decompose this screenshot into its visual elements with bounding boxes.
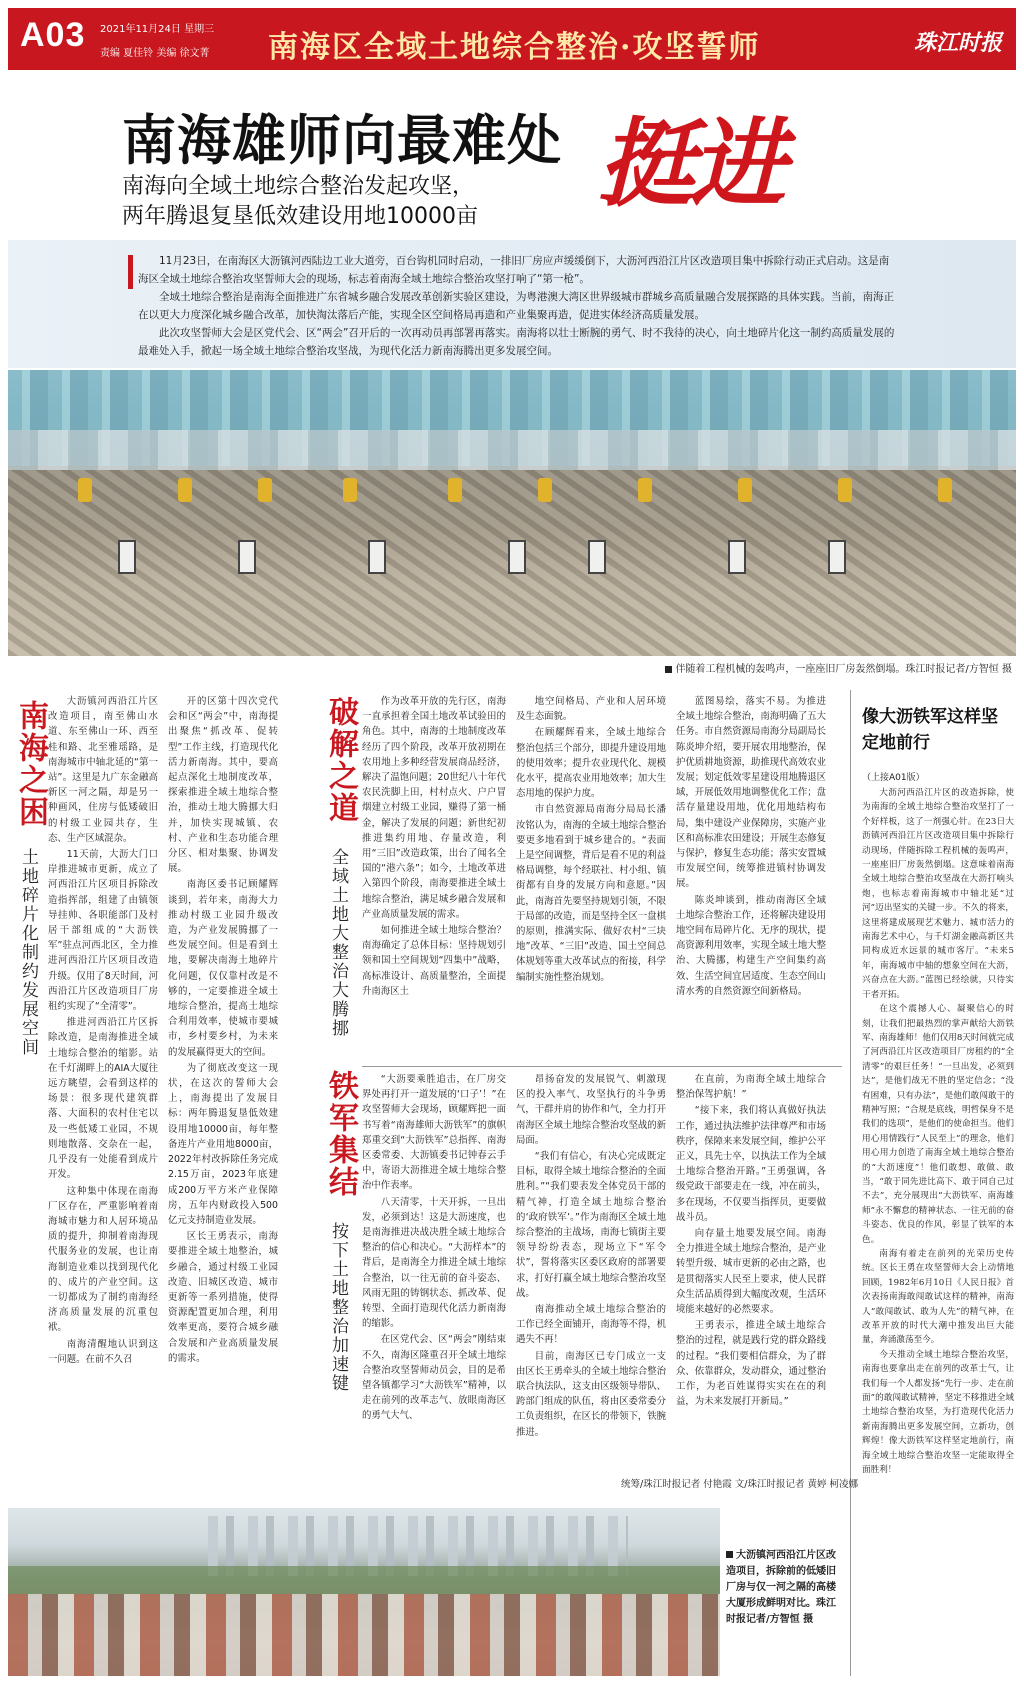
paragraph: 区长王勇表示，南海要推进全域土地整治，城乡融合，通过村级工业园改造、旧城区改造、城市更新等一系列措施，使得资源配置更加合理，利用效率更高，要符合城乡融合发展和产业高质量发展的需求。 — [168, 1231, 278, 1364]
column-3 — [362, 694, 506, 1064]
paragraph: 大沥镇河西沿江片区改造项目，南至佛山水道、东至佛山一环、西至桂和路、北至雅瑶路，是南海城市中轴北延的“第一站”。这里是九广东金融高新区一河之隔，却是另一种画风，住房与低矮破旧的村级工业园共存，生态、生产区域混杂。 — [48, 696, 158, 844]
section-subtitle-2: 全域土地大整治大腾挪 — [328, 848, 348, 1038]
lead-paragraph: 此次攻坚誓师大会是区党代会、区“两会”召开后的一次再动员再部署再落实。南海将以壮士断腕的勇气、时不我待的决心，向土地碎片化这一制约高质量发展的最难处入手，掀起一场全域土地综合整治攻坚战，为现代化活力新南海腾出更多发展空间。 — [138, 327, 895, 357]
paragraph: “接下来，我们将认真做好执法工作，通过执法维护法律尊严和市场秩序，保障来来发展空间，维护公平正义，具先士卒，以执法工作为全域土地综合整治开路。”王勇强调，各级党政干部要走在一线，冲在前头，多在现场，不仅要当指挥员，更要做战斗员。 — [676, 1105, 826, 1223]
main-headline: 南海雄师向最难处 — [122, 108, 562, 172]
section-title-1: 南海之困 — [13, 700, 48, 828]
paragraph: 八天清零，十天开拆，一旦出发，必须到达！这是大沥速度，也是南海推进决战决胜全域土地综合整治的信心和决心。“大沥样本”的背后，是南海全力推进全域土地综合整治，以一往无前的奋斗姿态、风雨无阻的铸钢状态、抓改革、促转型、全面打造现代化活力新南海的缩影。 — [362, 1196, 506, 1330]
paragraph: 在直前，为南海全域土地综合整治保驾护航！” — [676, 1074, 826, 1101]
section-title-3: 铁军集结 — [323, 1070, 358, 1198]
section-subtitle-3: 按下土地整治加速键 — [328, 1222, 348, 1393]
paragraph: 南海推动全域土地综合整治的工作已经全面铺开，南海等不得，机遇失不再！ — [516, 1304, 666, 1346]
newspaper-logo: 珠江时报 — [913, 30, 1002, 56]
paragraph: “我们有信心，有决心完成既定目标，取得全域土地综合整治的全面胜利。”“我们要表发全体党员干部的精气神，打造全域土地综合整治的‘政府铁军’。”作为南海区全域土地综合整治的主战场，南海七镇街主要领导纷纷表态，现场立下“军令状”，誓将落实区委区政府的部署要求，打好打赢全域土地综合整治攻坚战。 — [516, 1151, 666, 1299]
bottom-photo-caption: 大沥镇河西沿江片区改造项目，拆除前的低矮旧厂房与仅一河之隔的高楼大厦形成鲜明对比。珠江时报记者/方智恒 摄 — [726, 1548, 842, 1628]
section-divider — [362, 1066, 842, 1067]
section-title-2: 破解之道 — [323, 696, 358, 824]
headline-accent: 挺进 — [598, 107, 782, 220]
truck-shape — [368, 540, 386, 574]
subheadline — [122, 172, 602, 232]
lead-paragraphs — [138, 252, 898, 360]
paragraph: 南海区委书记顾耀辉谈到，若年来，南海大力推动村级工业园升级改造，为产业发展腾挪了一些发展空间。但是看到土地，要解决南海土地碎片化问题，仅仅靠村改是不够的，一定要推进全域土地综合整治，提高土地综合利用效率，使城市要城市，乡村要乡村，为未来的发展赢得更大的空间。 — [168, 879, 278, 1058]
paragraph: 目前，南海区已专门成立一支由区长王勇牵头的全域土地综合整治联合执法队，这支由区级领导带队、跨部门组成的队伍，将由区委常委分工负责组织，在区长的带领下，铁腕推进。 — [516, 1350, 666, 1438]
excavator-shape — [178, 478, 192, 502]
paragraph: “大沥要乘胜追击，在厂房交界处再打开一道发展的‘口子’！”在攻坚誓师大会现场，顾耀辉把一面书写着“南海雄师大沥铁军”的旗帜郑重交到“大沥铁军”总指挥、南海区委常委、大沥镇委书记钟春云手中，寄语大沥推进全域土地综合整治中作表率。 — [362, 1074, 506, 1192]
commentary-title: 像大沥铁军这样坚定地前行 — [862, 707, 998, 753]
excavator-shape — [738, 478, 752, 502]
paragraph: 南海有着走在前列的光荣历史传统。区长王勇在攻坚誓师大会上动情地回顾，1982年6月10日《人民日报》首次表扬南海敢闯敢试这样的精神，南海人“敢闯敢试、敢为人先”的精气神，在改革开放的时代大潮中推发出巨大能量，奔涌激荡至今。 — [862, 1249, 1014, 1346]
paragraph: 11天前，大沥大门口岸推进城市更新，成立了河西沿江片区项目拆除改造指挥部，组建了由镇领导挂帅、各职能部门及村居干部组成的“大沥铁军”驻点河西北区，全力推进河西沿江片区项目改造升级。仅用了8天时间，河西沿江片区改造项目厂房租约实现了“全清零”。 — [48, 849, 158, 1013]
issue-date: 2021年11月24日 星期三 — [100, 24, 215, 35]
excavator-shape — [938, 478, 952, 502]
excavator-shape — [538, 478, 552, 502]
column-5 — [676, 694, 826, 1064]
column-7 — [516, 1072, 666, 1468]
lead-paragraph: 11月23日，在南海区大沥镇河西陆边工业大道旁，百台钩机同时启动，一排旧厂房应声缓缓倒下，大沥河西沿江片区改造项目集中拆除行动正式启动。这是南海区全域土地综合整治攻坚誓师大会的现场，标志着南海全域土地综合整治攻坚打响了“第一枪”。 — [138, 255, 890, 285]
editors-credit: 责编 夏佳铃 美编 徐文菁 — [100, 48, 210, 59]
truck-shape — [508, 540, 526, 574]
paragraph: 市自然资源局南海分局局长潘汝铭认为，南海的全域土地综合整治要更多地看到于城乡建合的。“表面上是空间调整，背后是看不见的利益格局调整，每个经联社、村小组、镇街都有自身的发展方向和意愿。”因此，南海首先要坚持规划引领，不限于局部的改造，而是坚持全区一盘棋的原则，推满实际、做好农村“三块地”改革、“三旧”改造、国土空间总体规划等重大改革试点的衔接，科学编制实施性整治规划。 — [516, 804, 666, 983]
paragraph: 地空间格局、产业和人居环境及生态面貌。 — [516, 696, 666, 723]
paragraph: 在顾耀辉看来，全域土地综合整治包括三个部分，即提升建设用地的使用效率；提升农业现代化、规模化水平，提高农业用地效率；加大生态用地的保护力度。 — [516, 727, 666, 800]
paragraph: 如何推进全域土地综合整治？南海确定了总体目标：坚持规划引领和国土空间规划“四集中”战略，高标准设计、高质量整治，全面提升南海区土 — [362, 925, 506, 997]
commentary-source: （上接A01版） — [862, 773, 925, 783]
excavator-shape — [258, 478, 272, 502]
column-6 — [362, 1072, 506, 1468]
lead-paragraph: 全域土地综合整治是南海全面推进广东省城乡融合发展改革创新实验区建设，为粤港澳大湾区世界级城市群城乡高质量融合发展探路的具体实践。当前，南海正在以更大力度深化城乡融合改革，加快淘汰落后产能，实现全区空间格局再造和产业集聚再造，促进实体经济高质量发展。 — [138, 291, 894, 321]
byline: 统筹/珠江时报记者 付艳霞 文/珠江时报记者 黄婷 柯凌娜 — [621, 1479, 858, 1490]
truck-shape — [118, 540, 136, 574]
lead-accent-bar — [128, 255, 133, 289]
paragraph: 开的区第十四次党代会和区“两会”中，南海提出聚焦“抓改革、促转型”工作主线，打造现代化活力新南海。其中，要高起点深化土地制度改革，探索推进全域土地综合整治，推动土地大腾挪大归并，加快实现城镇、农村、产业和生态功能合理分区、相对集聚、协调发展。 — [168, 696, 278, 875]
paragraph: 今天推动全域土地综合整治攻坚，南海也要拿出走在前列的改革士气，让我们每一个人都发扬“先行一步、走在前面”的敢闯敢试精神，坚定不移推进全域土地综合整治攻坚，为打造现代化活力新南海腾出更多发展空间，立新功，创辉煌！像大沥铁军这样坚定地前行，南海全域土地综合整治攻坚一定能取得全面胜利！ — [862, 1349, 1014, 1476]
paragraph: 在区党代会、区“两会”刚结束不久，南海区隆重召开全域土地综合整治攻坚誓师动员会，目的是希望各镇都学习“大沥铁军”精神，以走在前列的改革志气、放眼南海区的勇气大气、 — [362, 1334, 506, 1422]
paragraph: 推进河西沿江片区拆除改造，是南海推进全域土地综合整治的缩影。站在千灯湖畔上的AIA大厦往远方眺望，会看到这样的场景：很多现代建筑群落、大面积的农村住宅以及一些低矮工业园，不规则地散落、交杂在一起，几乎没有一处能看到成片开发。 — [48, 1017, 158, 1181]
truck-shape — [828, 540, 846, 574]
paragraph: 向存量土地要发展空间。南海全力推进全域土地综合整治，是产业转型升级、城市更新的必由之路，也是贯彻落实人民至上要求，使人民群众生活品质得到大幅度改观，生活环境能来越好的必然要求。 — [676, 1228, 826, 1316]
excavator-shape — [838, 478, 852, 502]
commentary-body — [862, 786, 1014, 1676]
excavator-shape — [638, 478, 652, 502]
paragraph: 这种集中体现在南海厂区存在，严重影响着南海城市魅力和人居环境品质的提升，抑制着南海现代服务业的发展，也让南海制造业难以找到现代化的、成片的产业空间。这一切都成为了制约南海经济高质量发展的沉重包袱。 — [48, 1185, 158, 1334]
paragraph: 在这个震撼人心、凝聚信心的时刻，让我们把最热烈的掌声献给大沥铁军、南海雄师！他们仅用8天时间就完成了河西沿江片区改造项目厂房租约的“全清零”的艰巨任务！“一旦出发，必须到达”，是他们战无不胜的坚定信念；“没有困难，只有办法”，是他们敢闯敢干的精神写照；“合规是底线，明哲保身不是我们的选项”，是他们的使命担当。他们用心用情践行“人民至上”的理念，他们用心用力创造了南海全域土地综合整治的“大沥速度”！他们敢想、敢做、敢当，“敢于同先进比高下、敢于同自己过不去”，充分展现出“大沥铁军、南海雄师”永不懈怠的精神状态、一往无前的奋斗姿态、优良的作风，彰显了铁军的本色。 — [862, 1004, 1014, 1245]
page-header — [8, 8, 1016, 70]
truck-shape — [588, 540, 606, 574]
cityscape-contrast-photo — [8, 1508, 720, 1676]
paragraph: 为了彻底改变这一现状，在这次的誓师大会上，南海提出了发展目标：两年腾退复垦低效建设用地10000亩，每年整备连片产业用地8000亩，2022年村改拆除任务完成2.15万亩，2023年底建成200万平方米产业保障房，五年内财政投入500亿元支持制造业发展。 — [168, 1062, 278, 1226]
paragraph: 王勇表示，推进全域土地综合整治的过程，就是践行党的群众路线的过程。“我们要相信群众，为了群众、依靠群众，发动群众，通过整治工作，为老百姓谋得实实在在的利益，为未来发展打开新局。” — [676, 1320, 826, 1408]
section-title: 南海区全域土地综合整治·攻坚誓师 — [268, 30, 761, 65]
paragraph: 蓝图易绘，落实不易。为推进全域土地综合整治，南海明确了五大任务。市自然资源局南海分局副局长陈炎坤介绍，要开展农用地整治，保护优质耕地资源，助推现代高效农业发展；划定低效零星建设用地腾退区域，开展低效用地调整优化工作；盘活存量建设用地，优化用地结构布局，集中建设产业保障房，实施产业区和高标准农田建设；开展生态修复与保护，修复生态功能；落实安置城市发展空间，统筹推进镇村协调发展。 — [676, 696, 826, 890]
paragraph: 陈炎坤谈到，推动南海区全域土地综合整治工作，还将解决建设用地空间布局碎片化、无序的现状，提高资源利用效率，实现全域土地大整治、大腾挪，构建生产空间集约高效、生活空间宜居适度、生态空间山清水秀的自然资源空间新格局。 — [676, 894, 826, 997]
truck-shape — [728, 540, 746, 574]
subheadline-line-2: 两年腾退复垦低效建设用地10000亩 — [122, 204, 478, 229]
page-number: A03 — [20, 16, 86, 54]
column-2 — [168, 694, 278, 1464]
column-4 — [516, 694, 666, 1064]
column-divider — [850, 690, 851, 1676]
truck-shape — [238, 540, 256, 574]
excavator-shape — [343, 478, 357, 502]
subheadline-line-1: 南海向全域土地综合整治发起攻坚， — [122, 174, 475, 199]
column-1 — [48, 694, 158, 1464]
column-8 — [676, 1072, 826, 1468]
top-photo-caption: 伴随着工程机械的轰鸣声，一座座旧厂房轰然倒塌。珠江时报记者/方智恒 摄 — [665, 660, 1012, 675]
aerial-demolition-photo — [8, 370, 1016, 656]
paragraph: 作为改革开放的先行区，南海一直承担着全国土地改革试验田的角色。其中，南海的土地制度改革经历了四个阶段，改革开放初期在农用地上多种经营发展商品经济，解决了温饱问题；20世纪八十年代农民洗脚上田，村村点火、户户冒烟建立村级工业园，赚得了第一桶金，解决了发展的问题；新世纪初推进集约用地、存量改造，利用“三旧”改造政策，出台了闻名全国的“港六条”；如今，土地改革进入第四个阶段，南海要推进全域土地综合整治，满足城乡融合发展和产业高质量发展的需求。 — [362, 696, 506, 920]
paragraph: 昂扬奋发的发展锐气、刺激现区的投入率气、攻坚执行的斗争勇气，干群并肩的协作和气，全力打开南海区全域土地综合整治攻坚战的新局面。 — [516, 1074, 666, 1146]
excavator-shape — [78, 478, 92, 502]
section-subtitle-1: 土地碎片化制约发展空间 — [18, 848, 38, 1057]
paragraph: 大沥河西沿江片区的改造拆除，使为南海的全域土地综合整治攻坚打了一个好样板，这了一剂强心针。在23日大沥镇河西沿江片区改造项目集中拆除行动现场，伴随拆除工程机械的轰鸣声，一座座旧厂房轰然倒塌。这意味着南海全域土地综合整治攻坚战在大沥打响头炮，也标志着南海城市中轴北延“过河”迈出坚实的关键一步。不久的将来，这里将建成展现艺术魅力、城市活力的南海艺术中心，与千灯湖金融高新区共同构成近水远景的城市客厅。“未来5年，南海城市中轴的想象空间在大沥，兴奋点在大沥。”蓝图已经绘就，只待实干者开拓。 — [862, 788, 1014, 1000]
paragraph: 南海清醒地认识到这一问题。在前不久召 — [48, 1338, 158, 1365]
excavator-shape — [448, 478, 462, 502]
